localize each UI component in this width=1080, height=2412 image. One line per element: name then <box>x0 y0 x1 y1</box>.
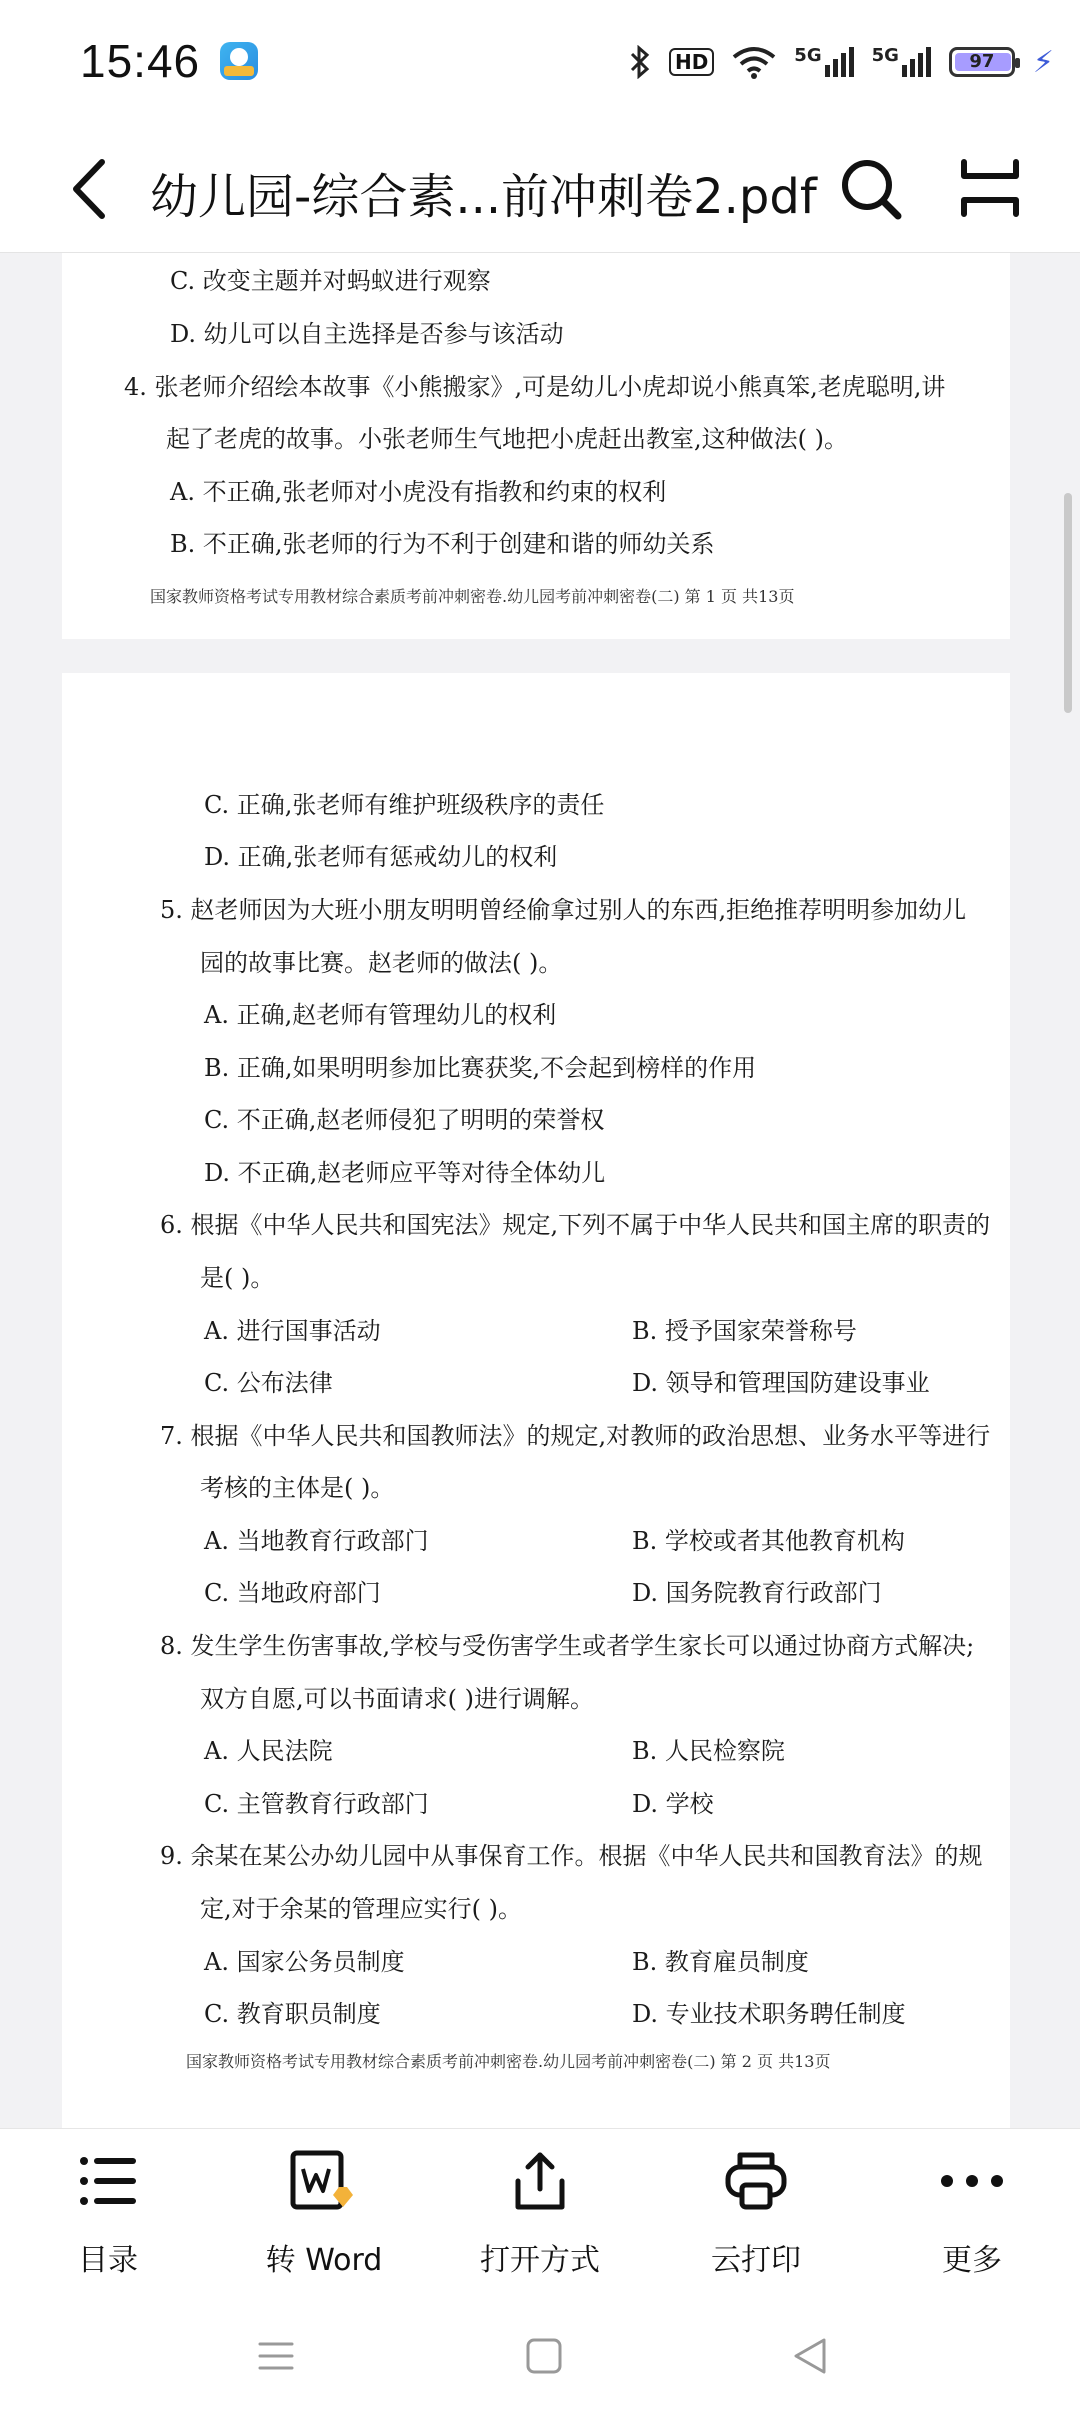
bluetooth-icon <box>629 45 651 79</box>
back-icon[interactable] <box>62 154 122 224</box>
page-text-line: A. 当地教育行政部门 <box>204 1527 429 1555</box>
toolbar-label: 转 Word <box>265 2243 383 2278</box>
page-text-line: 9. 余某在某公办幼儿园中从事保育工作。根据《中华人民共和国教育法》的规 <box>160 1842 983 1870</box>
print-icon <box>724 2149 788 2213</box>
page-text-line: D. 正确,张老师有惩戒幼儿的权利 <box>204 843 558 871</box>
page-text-line: C. 主管教育行政部门 <box>204 1790 429 1818</box>
page-text-line: 考核的主体是( )。 <box>200 1474 395 1502</box>
system-nav-bar <box>0 2306 1080 2412</box>
page-text-line: A. 不正确,张老师对小虎没有指教和约束的权利 <box>170 478 667 506</box>
page-text-line: B. 授予国家荣誉称号 <box>632 1317 857 1345</box>
pdf-page-1 <box>62 253 1010 639</box>
page-text-line: C. 不正确,赵老师侵犯了明明的荣誉权 <box>204 1106 605 1134</box>
toolbar-label: 目录 <box>78 2243 138 2278</box>
back-nav-icon[interactable] <box>790 2336 830 2376</box>
page-text-line: D. 国务院教育行政部门 <box>632 1579 882 1607</box>
page-text-line: A. 国家公务员制度 <box>204 1948 405 1976</box>
expand-icon[interactable] <box>958 156 1022 220</box>
page-text-line: D. 不正确,赵老师应平等对待全体幼儿 <box>204 1159 606 1187</box>
signal-5g-icon: 5G <box>794 47 853 77</box>
scrollbar[interactable] <box>1064 493 1072 713</box>
page-text-line: 8. 发生学生伤害事故,学校与受伤害学生或者学生家长可以通过协商方式解决; <box>160 1632 975 1660</box>
menu-nav-icon[interactable] <box>256 2336 296 2376</box>
wifi-icon <box>732 45 776 79</box>
page-text-line: 是( )。 <box>200 1264 275 1292</box>
page-text-line: D. 学校 <box>632 1790 714 1818</box>
page-text-line: 双方自愿,可以书面请求( )进行调解。 <box>200 1685 594 1713</box>
page-text-line: 4. 张老师介绍绘本故事《小熊搬家》,可是幼儿小虎却说小熊真笨,老虎聪明,讲 <box>124 373 946 401</box>
page-text-line: C. 教育职员制度 <box>204 2000 381 2028</box>
toolbar-label: 云打印 <box>711 2243 801 2278</box>
more-button[interactable] <box>882 2149 1062 2299</box>
toolbar-label: 打开方式 <box>480 2243 600 2278</box>
app-bar <box>0 124 1080 253</box>
status-bar <box>0 0 1080 124</box>
battery-icon: 97 <box>949 47 1015 77</box>
page-text-line: C. 改变主题并对蚂蚁进行观察 <box>170 267 491 295</box>
page-text-line: D. 专业技术职务聘任制度 <box>632 2000 906 2028</box>
open-with-button[interactable] <box>450 2149 630 2299</box>
toolbar-label: 更多 <box>942 2243 1002 2278</box>
page-text-line: B. 不正确,张老师的行为不利于创建和谐的师幼关系 <box>170 530 715 558</box>
page-text-line: B. 正确,如果明明参加比赛获奖,不会起到榜样的作用 <box>204 1054 757 1082</box>
pdf-viewer[interactable] <box>0 253 1080 2128</box>
status-time: 15:46 <box>80 35 201 87</box>
signal-5g-icon: 5G <box>872 47 931 77</box>
convert-word-icon <box>289 2149 359 2213</box>
list-icon <box>76 2149 140 2213</box>
convert-word-button[interactable] <box>234 2149 414 2299</box>
app-map-icon <box>220 42 258 80</box>
page-text-line: B. 教育雇员制度 <box>632 1948 809 1976</box>
page-text-line: B. 学校或者其他教育机构 <box>632 1527 905 1555</box>
page-text-line: C. 正确,张老师有维护班级秩序的责任 <box>204 791 605 819</box>
page-text-line: A. 进行国事活动 <box>204 1317 381 1345</box>
page-text-line: 6. 根据《中华人民共和国宪法》规定,下列不属于中华人民共和国主席的职责的 <box>160 1211 991 1239</box>
page-text-line: B. 人民检察院 <box>632 1737 785 1765</box>
page-text-line: 园的故事比赛。赵老师的做法( )。 <box>200 949 563 977</box>
charging-icon: ⚡ <box>1032 44 1054 80</box>
page-footer: 国家教师资格考试专用教材综合素质考前冲刺密卷.幼儿园考前冲刺密卷(二) 第 2 页 共13页 <box>186 2052 831 2071</box>
page-text-line: 5. 赵老师因为大班小朋友明明曾经偷拿过别人的东西,拒绝推荐明明参加幼儿 <box>160 896 967 924</box>
hd-icon: HD <box>669 48 714 76</box>
page-text-line: A. 人民法院 <box>204 1737 333 1765</box>
page-text-line: D. 幼儿可以自主选择是否参与该活动 <box>170 320 564 348</box>
document-title: 幼儿园-综合素...前冲刺卷2.pdf <box>150 169 817 225</box>
page-text-line: 7. 根据《中华人民共和国教师法》的规定,对教师的政治思想、业务水平等进行 <box>160 1422 991 1450</box>
page-text-line: C. 公布法律 <box>204 1369 333 1397</box>
toc-button[interactable] <box>18 2149 198 2299</box>
cloud-print-button[interactable] <box>666 2149 846 2299</box>
page-footer: 国家教师资格考试专用教材综合素质考前冲刺密卷.幼儿园考前冲刺密卷(二) 第 1 页 共13页 <box>150 587 795 606</box>
page-text-line: C. 当地政府部门 <box>204 1579 381 1607</box>
page-text-line: 起了老虎的故事。小张老师生气地把小虎赶出教室,这种做法( )。 <box>166 425 848 453</box>
page-text-line: D. 领导和管理国防建设事业 <box>632 1369 930 1397</box>
page-text-line: A. 正确,赵老师有管理幼儿的权利 <box>204 1001 557 1029</box>
bottom-toolbar <box>0 2128 1080 2307</box>
more-icon <box>937 2149 1007 2213</box>
pdf-page-2 <box>62 673 1010 2128</box>
search-icon[interactable] <box>836 154 906 224</box>
share-icon <box>508 2149 572 2213</box>
page-text-line: 定,对于余某的管理应实行( )。 <box>200 1895 522 1923</box>
home-nav-icon[interactable] <box>524 2336 564 2376</box>
